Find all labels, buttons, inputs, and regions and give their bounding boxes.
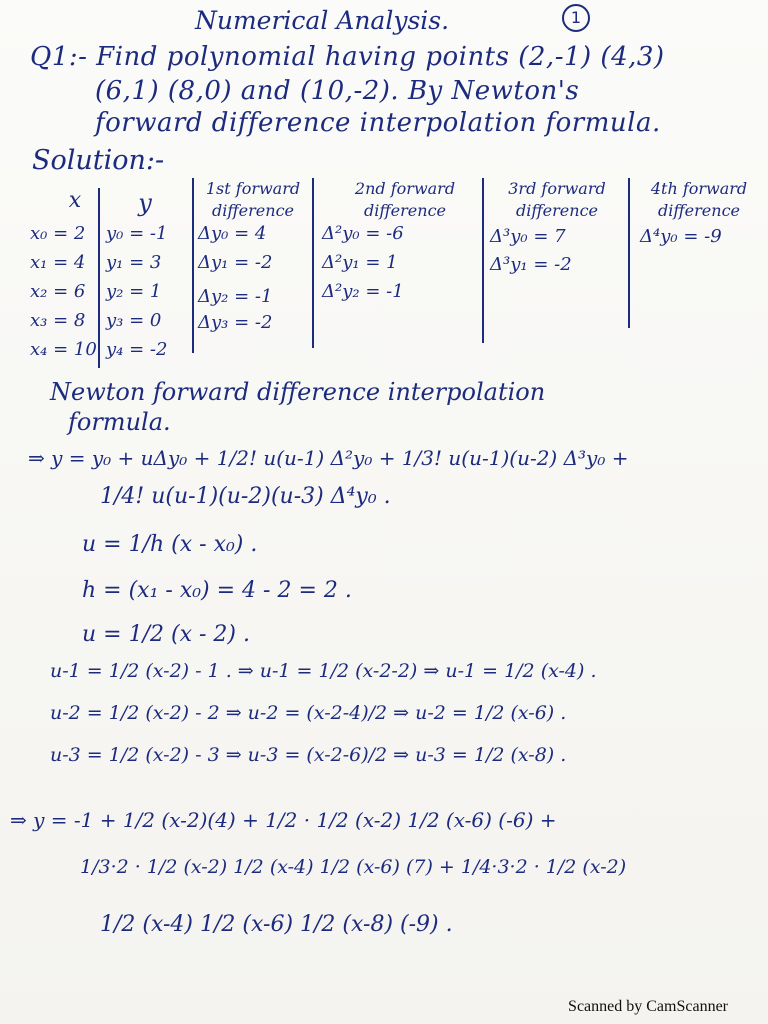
equation-line: 1/2 (x-4) 1/2 (x-6) 1/2 (x-8) (-9) .: [100, 912, 453, 937]
header-1st-diff: 1st forward difference: [205, 179, 301, 220]
equation-line: ⇒ y = y₀ + uΔy₀ + 1/2! u(u-1) Δ²y₀ + 1/3! u(u-1)(u-2) Δ³y₀ +: [28, 446, 629, 470]
table-divider: [482, 178, 484, 343]
equation-line: 1/3·2 · 1/2 (x-2) 1/2 (x-4) 1/2 (x-6) (7) + 1/4·3·2 · 1/2 (x-2): [80, 856, 627, 878]
second-diff-value: Δ²y₀ = -6: [322, 223, 404, 244]
method-heading-line-2: formula.: [68, 408, 171, 436]
question-line-3: forward difference interpolation formula.: [95, 108, 661, 138]
header-x: x: [68, 188, 82, 213]
x-value: x₂ = 6: [30, 281, 86, 302]
question-line-1: Q1:- Find polynomial having points (2,-1) (4,3): [30, 42, 665, 72]
y-value: y₂ = 1: [106, 281, 162, 302]
table-divider: [628, 178, 630, 328]
question-line-2: (6,1) (8,0) and (10,-2). By Newton's: [95, 76, 580, 106]
second-diff-value: Δ²y₂ = -1: [322, 281, 404, 302]
equation-line: u = 1/h (x - x₀) .: [82, 532, 258, 557]
x-value: x₀ = 2: [30, 223, 86, 244]
first-diff-value: Δy₁ = -2: [198, 252, 273, 273]
equation-line: h = (x₁ - x₀) = 4 - 2 = 2 .: [82, 578, 352, 603]
page-number-badge: 1: [562, 4, 590, 32]
first-diff-value: Δy₀ = 4: [198, 223, 267, 244]
scanner-watermark: Scanned by CamScanner: [568, 998, 728, 1015]
fourth-diff-value: Δ⁴y₀ = -9: [640, 226, 722, 247]
y-value: y₁ = 3: [106, 252, 162, 273]
difference-table: [30, 178, 765, 368]
equation-line: u-3 = 1/2 (x-2) - 3 ⇒ u-3 = (x-2-6)/2 ⇒ u-3 = 1/2 (x-8) .: [50, 744, 567, 766]
table-divider: [98, 188, 100, 368]
table-divider: [192, 178, 194, 353]
page-title: Numerical Analysis.: [195, 6, 450, 35]
x-value: x₄ = 10: [30, 339, 97, 360]
method-heading-line-1: Newton forward difference interpolation: [50, 378, 546, 406]
third-diff-value: Δ³y₁ = -2: [490, 254, 572, 275]
first-diff-value: Δy₃ = -2: [198, 312, 273, 333]
x-value: x₃ = 8: [30, 310, 86, 331]
equation-line: 1/4! u(u-1)(u-2)(u-3) Δ⁴y₀ .: [100, 484, 391, 509]
header-4th-diff: 4th forward difference: [650, 179, 748, 220]
header-3rd-diff: 3rd forward difference: [508, 179, 606, 220]
second-diff-value: Δ²y₁ = 1: [322, 252, 398, 273]
x-value: x₁ = 4: [30, 252, 86, 273]
equation-line: u-1 = 1/2 (x-2) - 1 . ⇒ u-1 = 1/2 (x-2-2) ⇒ u-1 = 1/2 (x-4) .: [50, 660, 597, 682]
third-diff-value: Δ³y₀ = 7: [490, 226, 566, 247]
first-diff-value: Δy₂ = -1: [198, 286, 273, 307]
equation-line: u = 1/2 (x - 2) .: [82, 622, 250, 647]
header-2nd-diff: 2nd forward difference: [354, 179, 456, 220]
solution-label: Solution:-: [32, 145, 165, 176]
table-divider: [312, 178, 314, 348]
y-value: y₄ = -2: [106, 339, 168, 360]
header-y: y: [138, 189, 152, 217]
equation-line: ⇒ y = -1 + 1/2 (x-2)(4) + 1/2 · 1/2 (x-2) 1/2 (x-6) (-6) +: [10, 808, 557, 832]
y-value: y₃ = 0: [106, 310, 162, 331]
y-value: y₀ = -1: [106, 223, 168, 244]
equation-line: u-2 = 1/2 (x-2) - 2 ⇒ u-2 = (x-2-4)/2 ⇒ u-2 = 1/2 (x-6) .: [50, 702, 567, 724]
